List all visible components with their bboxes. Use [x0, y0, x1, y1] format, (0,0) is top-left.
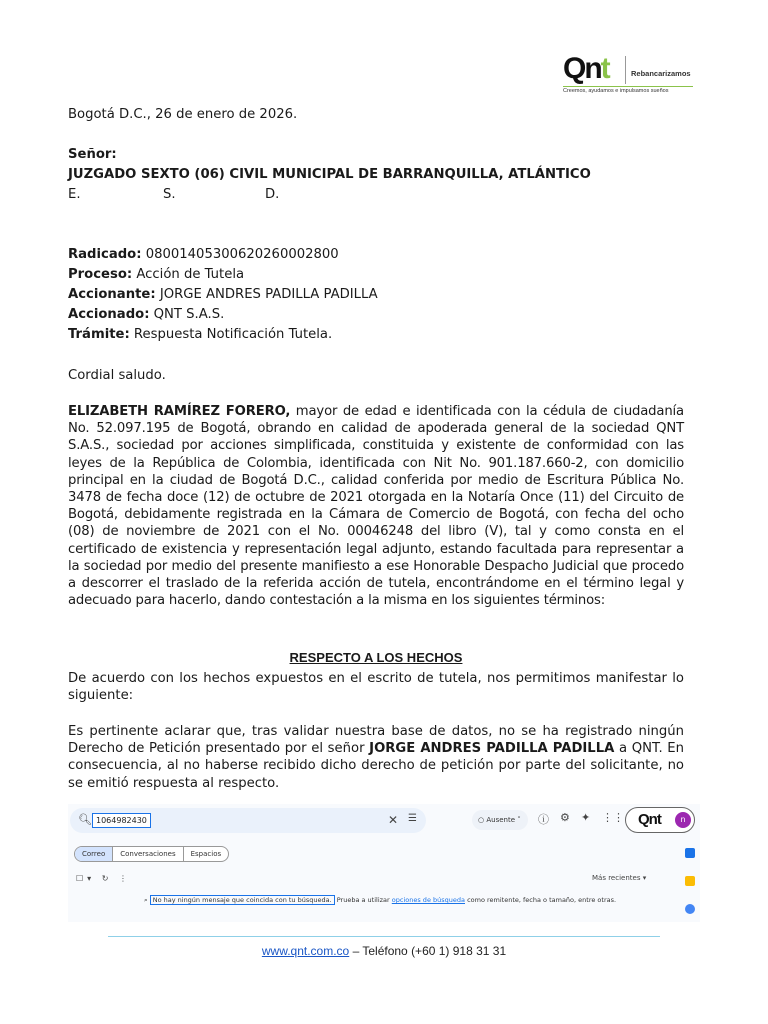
fact-paragraph: Es pertinente aclarar que, tras validar nuestra base de datos, no se ha registrado ningún Derecho de Petición presentado por el señor JORGE ANDRES PADILLA PADILLA a QNT. En consecuencia, al no haberse recibido dicho derecho de petición por parte del solicitante, no se emitió respuesta al respecto.	[68, 724, 684, 791]
calendar-icon[interactable]	[685, 848, 695, 858]
field-proceso: Proceso: Acción de Tutela	[68, 267, 245, 282]
keep-icon[interactable]	[685, 876, 695, 886]
tab-correo[interactable]: Correo	[75, 847, 113, 861]
field-accionante: Accionante: JORGE ANDRES PADILLA PADILLA	[68, 287, 378, 302]
more-icon[interactable]: ⋮	[118, 874, 131, 883]
section-heading: RESPECTO A LOS HECHOS	[289, 650, 463, 665]
chip-logo: Qnt	[638, 811, 661, 828]
no-results-message: ⌕ No hay ningún mensaje que coincida con tu búsqueda. Prueba a utilizar opciones de búsqueda como remitente, fecha o tamaño, entre otras.	[144, 896, 617, 904]
tasks-icon[interactable]	[685, 904, 695, 914]
footer-divider	[108, 936, 660, 937]
filter-icon[interactable]: ☰	[408, 813, 417, 824]
greeting: Cordial saludo.	[68, 368, 166, 383]
logo-divider	[625, 56, 626, 84]
company-logo	[563, 52, 698, 96]
esd-s: S.	[163, 187, 176, 202]
close-icon[interactable]: ✕	[388, 813, 399, 827]
sparkle-icon[interactable]: ✦	[581, 811, 591, 824]
logo-slogan: Creemos, ayudamos e impulsamos sueños	[563, 86, 693, 94]
footer-website-link[interactable]: www.qnt.com.co	[261, 944, 350, 958]
logo-mark: Qnt	[563, 52, 609, 85]
esd-e: E.	[68, 187, 81, 202]
field-tramite: Trámite: Respuesta Notificación Tutela.	[68, 327, 333, 342]
search-icon: 🔍︎	[78, 813, 92, 826]
status-chip[interactable]: ○ Ausente ˅	[472, 810, 528, 830]
footer	[0, 944, 768, 958]
addressee: JUZGADO SEXTO (06) CIVIL MUNICIPAL DE BARRANQUILLA, ATLÁNTICO	[68, 167, 591, 182]
account-chip[interactable]	[625, 807, 695, 833]
refresh-icon[interactable]: ↻	[101, 874, 113, 883]
section-intro: De acuerdo con los hechos expuestos en el escrito de tutela, nos permitimos manifestar lo siguiente:	[68, 671, 684, 704]
gmail-tabs	[74, 846, 229, 862]
tab-conversaciones[interactable]: Conversaciones	[113, 847, 183, 861]
search-options-link[interactable]: opciones de búsqueda	[391, 896, 465, 904]
esd-d: D.	[265, 187, 280, 202]
gear-icon[interactable]: ⚙	[560, 811, 570, 824]
sort-dropdown[interactable]: Más recientes ▾	[592, 874, 647, 882]
field-accionado: Accionado: QNT S.A.S.	[68, 307, 225, 322]
help-icon[interactable]: ⓘ	[538, 813, 549, 826]
footer-phone: – Teléfono (+60 1) 918 31 31	[349, 944, 507, 958]
intro-paragraph: ELIZABETH RAMÍREZ FORERO, mayor de edad e identificada con la cédula de ciudadanía No. 52.097.195 de Bogotá, obrando en calidad de apoderada general de la sociedad QNT S.A.S., sociedad por acciones simplificada, constituida y existente de conformidad con las leyes de la República de Colombia, identificada con Nit No. 901.187.660-2, con domicilio principal en la ciudad de Bogotá D.C., calidad conferida por medio de Escritura Pública No. 3478 de fecha doce (12) de octubre de 2021 otorgada en la Notaría Once (11) del Circuito de Bogotá, debidamente registrada en la Cámara de Comercio de Bogotá, con fecha del ocho (08) de noviembre de 2021 con el No. 00046248 del libro (V), tal y como consta en el certificado de existencia y representación legal adjunto, estando facultada para representar a la sociedad por medio del presente manifiesto a ese Honorable Despacho Judicial que procedo a descorrer el traslado de la referida acción de tutela, encontrándome en el término legal y adecuado para hacerlo, dando contestación a la misma en los siguientes términos:	[68, 404, 684, 609]
tab-espacios[interactable]: Espacios	[190, 850, 222, 858]
logo-name: Rebancarizamos	[631, 69, 691, 78]
salutation-title: Señor:	[68, 147, 117, 162]
date-line: Bogotá D.C., 26 de enero de 2026.	[68, 107, 298, 122]
search-query[interactable]: 1064982430	[92, 813, 151, 828]
avatar[interactable]: n	[675, 812, 691, 828]
checkbox-icon[interactable]: ☐▾	[76, 874, 96, 883]
apps-grid-icon[interactable]: ⋮⋮	[602, 811, 624, 824]
gmail-search-screenshot	[68, 804, 700, 922]
search-icon: ⌕	[144, 896, 148, 904]
mail-toolbar	[76, 874, 131, 883]
field-radicado: Radicado: 08001405300620260002800	[68, 247, 339, 262]
gmail-search-bar[interactable]	[70, 808, 426, 833]
